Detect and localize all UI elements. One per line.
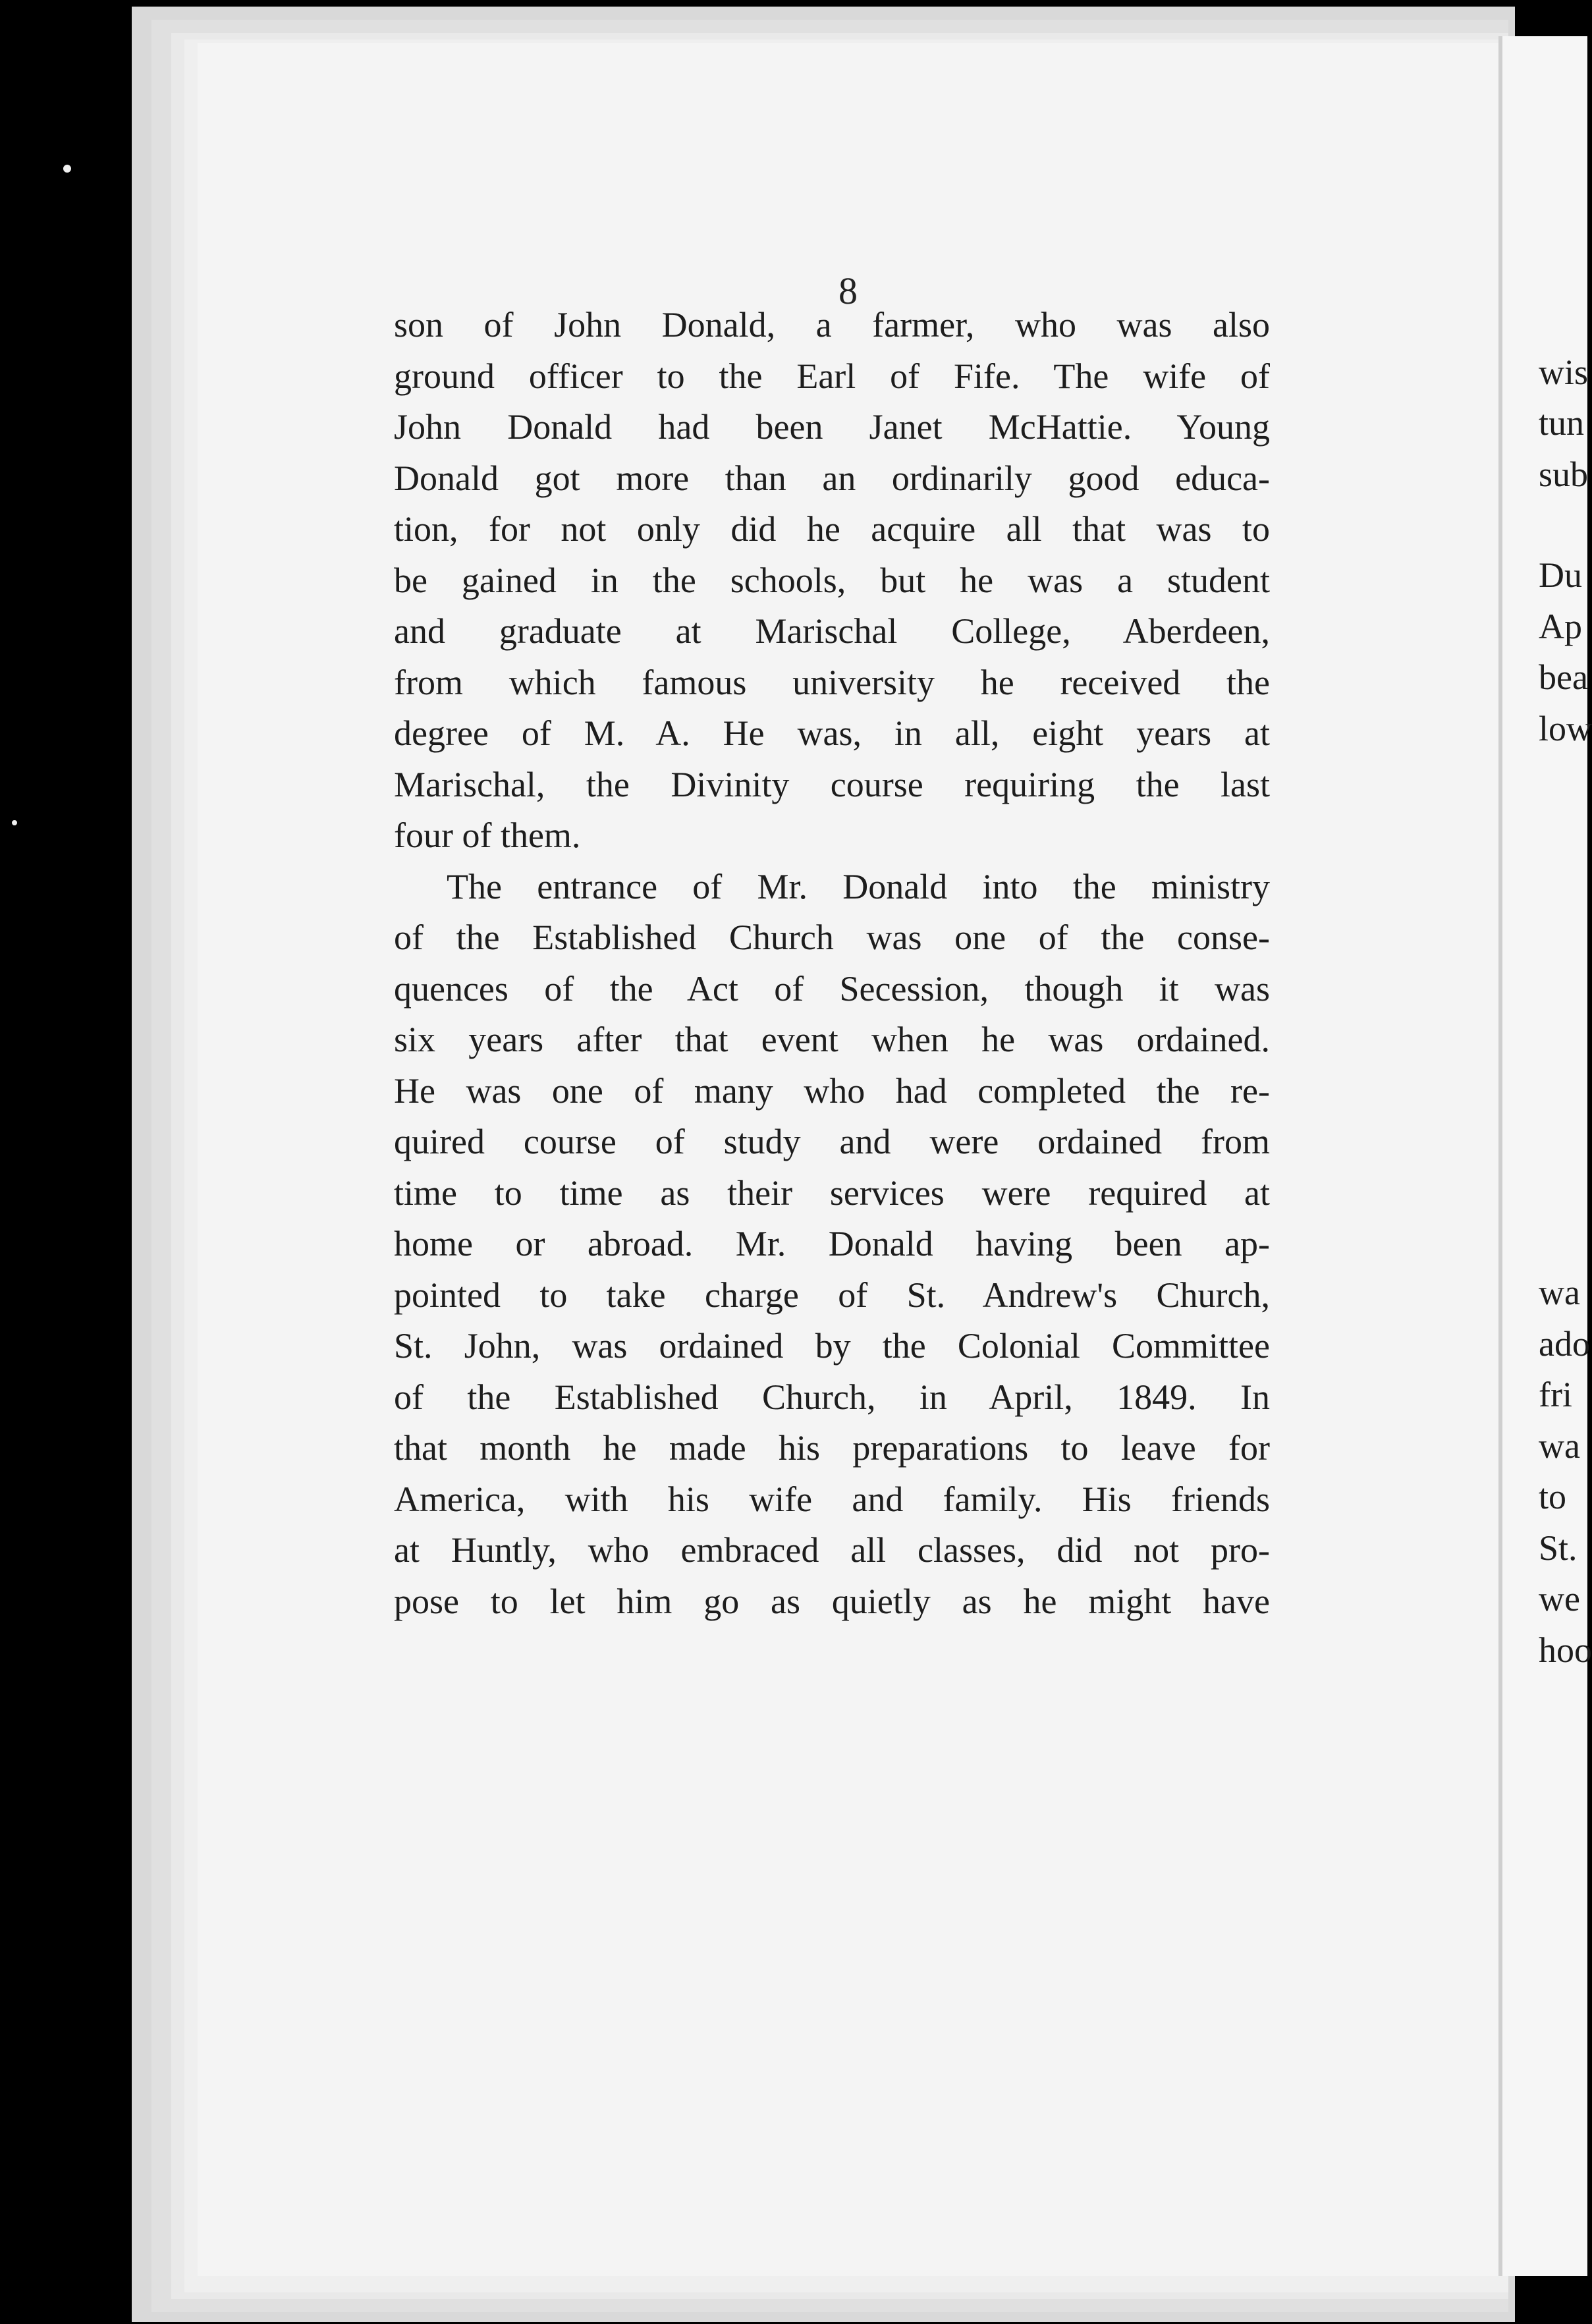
next-page-fragment: Ap [1539, 607, 1582, 646]
text-line: America, with his wife and family. His friends [394, 1479, 1270, 1519]
text-line: at Huntly, who embraced all classes, did not pro- [394, 1530, 1270, 1570]
next-page-fragment: to [1539, 1477, 1567, 1516]
text-line: John Donald had been Janet McHattie. Young [394, 407, 1270, 447]
scan-speck [63, 165, 71, 173]
text-line: St. John, was ordained by the Colonial Committee [394, 1326, 1270, 1366]
next-page-fragment: ado [1539, 1324, 1590, 1364]
text-line: ground officer to the Earl of Fife. The wife of [394, 356, 1270, 396]
next-page-fragment: hoo [1539, 1630, 1592, 1670]
text-line: of the Established Church was one of the conse- [394, 918, 1270, 957]
body-text [394, 300, 1270, 1627]
page-number: 8 [838, 269, 858, 312]
text-line: and graduate at Marischal College, Aberdeen, [394, 611, 1270, 651]
next-page-fragment: wis [1539, 352, 1589, 392]
text-line: pose to let him go as quietly as he might have [394, 1581, 1270, 1621]
text-line: Marischal, the Divinity course requiring the last [394, 764, 1270, 804]
text-line: home or abroad. Mr. Donald having been ap- [394, 1224, 1270, 1263]
text-line: Donald got more than an ordinarily good educa- [394, 458, 1270, 498]
text-line: quences of the Act of Secession, though it was [394, 968, 1270, 1009]
text-line: six years after that event when he was ordained. [394, 1020, 1270, 1059]
text-line: son of John Donald, a farmer, who was also [394, 305, 1270, 345]
next-page-fragment: low [1539, 709, 1592, 748]
next-page-fragment: wa [1539, 1426, 1580, 1466]
text-line: He was one of many who had completed the re- [394, 1070, 1270, 1111]
text-line: be gained in the schools, but he was a student [394, 560, 1270, 600]
text-line: time to time as their services were required at [394, 1173, 1270, 1213]
text-line: of the Established Church, in April, 1849. In [394, 1377, 1270, 1417]
text-line: The entrance of Mr. Donald into the ministry [447, 866, 1270, 906]
text-line: tion, for not only did he acquire all that was to [394, 509, 1270, 549]
text-line: from which famous university he received the [394, 662, 1270, 702]
text-line: degree of M. A. He was, in all, eight years at [394, 713, 1270, 753]
next-page-fragment: bea [1539, 657, 1588, 697]
scan-speck [12, 820, 17, 825]
next-page-fragment: fri [1539, 1375, 1572, 1414]
next-page-fragment: St. [1539, 1528, 1578, 1568]
next-page-fragment: sub [1539, 455, 1589, 494]
text-line: quired course of study and were ordained from [394, 1122, 1270, 1161]
text-line: pointed to take charge of St. Andrew's Church, [394, 1275, 1270, 1315]
next-page-fragment: wa [1539, 1273, 1580, 1312]
next-page-fragment: we [1539, 1579, 1580, 1618]
text-line: four of them. [394, 816, 581, 855]
text-line: that month he made his preparations to leave for [394, 1428, 1270, 1468]
next-page-fragment: Du [1539, 555, 1582, 595]
next-page-fragment: tun [1539, 403, 1585, 443]
